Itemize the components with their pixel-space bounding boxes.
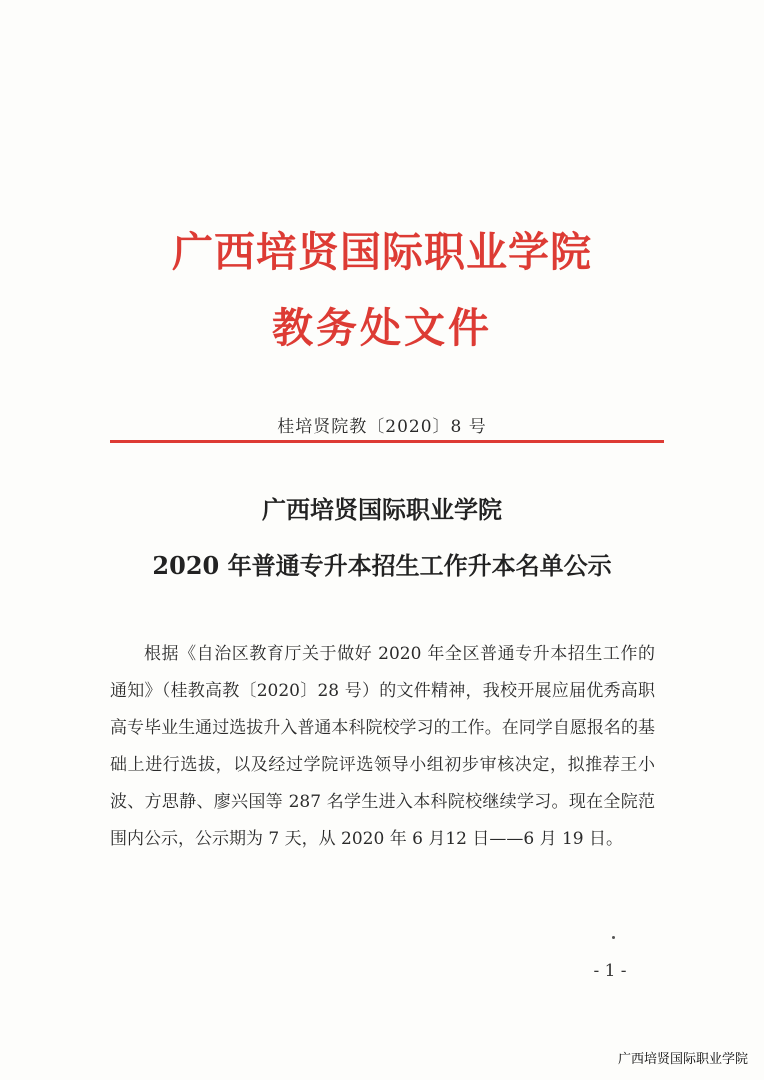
document-number: 桂培贤院教〔2020〕8 号	[277, 417, 487, 437]
notice-title-line2: 2020 年普通专升本招生工作升本名单公示	[152, 551, 612, 580]
notice-title-line1: 广西培贤国际职业学院	[262, 495, 502, 524]
watermark-label: 广西培贤国际职业学院	[617, 1052, 748, 1067]
notice-body-paragraph: 根据《自治区教育厅关于做好 2020 年全区普通专升本招生工作的通知》（桂教高教〔2020〕28 号）的文件精神，我校开展应届优秀高职高专毕业生通过选拔升入普通本科院校学习的工作。在同学自愿报名的基础上进行选拔，以及经过学院评选领导小组初步审核决定，拟推荐王小波、方思静、廖兴国等 287 名学生进入本科院校继续学习。现在全院范围内公示，公示期为 7 天，从 2020 年 6 月12 日——6 月 19 日。	[110, 644, 655, 849]
letterhead-institution: 广西培贤国际职业学院	[172, 228, 592, 276]
red-divider-line	[110, 440, 664, 443]
page-number: - 1 -	[593, 961, 627, 981]
letterhead-office: 教务处文件	[272, 304, 492, 352]
scan-dot-mark	[612, 936, 615, 939]
